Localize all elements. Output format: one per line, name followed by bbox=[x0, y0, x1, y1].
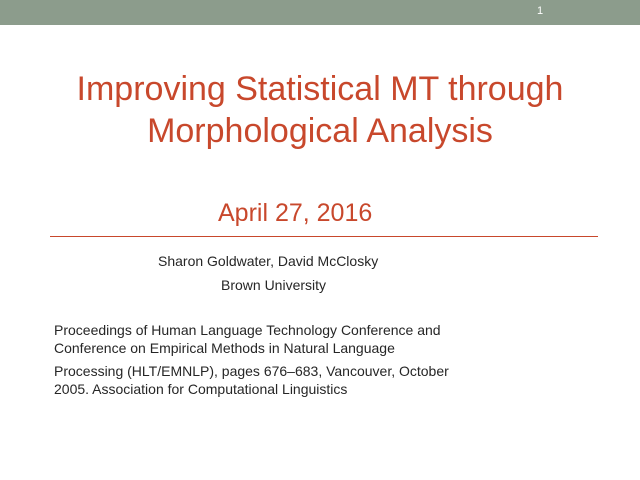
citation-line-3: Processing (HLT/EMNLP), pages 676–683, Vancouver, October bbox=[54, 363, 449, 379]
title-divider bbox=[50, 236, 598, 237]
citation-line-4: 2005. Association for Computational Linguistics bbox=[54, 381, 348, 397]
presentation-date: April 27, 2016 bbox=[218, 199, 373, 227]
slide-title-line-2: Morphological Analysis bbox=[147, 112, 493, 150]
citation-block bbox=[54, 321, 574, 398]
top-bar bbox=[0, 0, 640, 25]
authors: Sharon Goldwater, David McClosky bbox=[158, 253, 379, 269]
affiliation: Brown University bbox=[221, 277, 327, 293]
slide-title bbox=[0, 68, 640, 152]
citation-line-1: Proceedings of Human Language Technology Conference and bbox=[54, 322, 441, 338]
slide-title-line-1: Improving Statistical MT through bbox=[76, 70, 564, 108]
citation-line-2: Conference on Empirical Methods in Natural Language bbox=[54, 340, 395, 356]
slide-number: 1 bbox=[536, 5, 544, 17]
